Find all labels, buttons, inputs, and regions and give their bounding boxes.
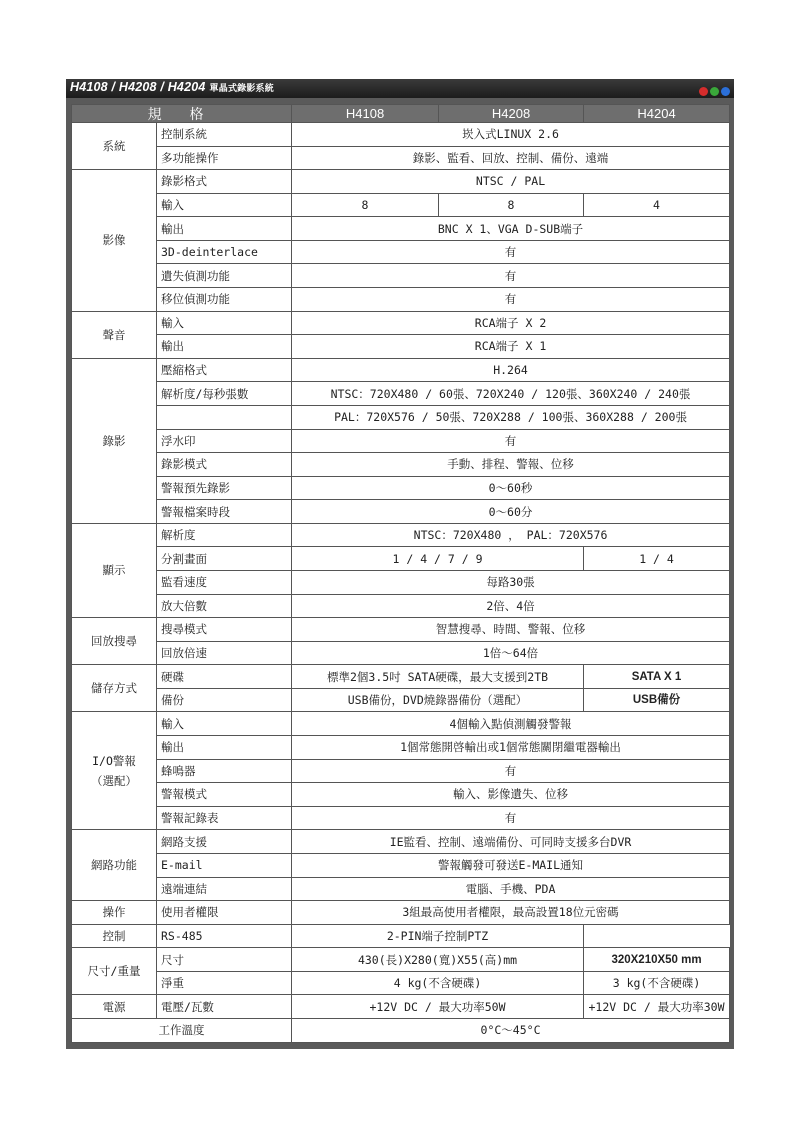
table-row [72, 453, 730, 477]
table-row [72, 853, 730, 877]
row-label: 輸出 [157, 335, 292, 359]
row-value: BNC X 1、VGA D-SUB端子 [292, 217, 730, 241]
h4108-h4208-value: 430(長)X280(寬)X55(高)mm [292, 948, 584, 972]
row-label: E-mail [157, 853, 292, 877]
h4204-value: SATA X 1 [584, 665, 730, 689]
table-row [72, 806, 730, 830]
row-label: 尺寸 [157, 948, 292, 972]
window-controls [697, 83, 730, 101]
table-row [72, 170, 730, 194]
maximize-dot-icon[interactable] [721, 87, 730, 96]
row-value: 電腦、手機、PDA [292, 877, 730, 901]
category-temp: 工作溫度 [72, 1018, 292, 1042]
row-label: 遠端連結 [157, 877, 292, 901]
header-spec: 規 格 [72, 105, 292, 123]
category-control: 控制 [72, 924, 157, 948]
row-value: IE監看、控制、遠端備份、可同時支援多台DVR [292, 830, 730, 854]
table-row [72, 547, 730, 571]
row-value: 輸入、影像遺失、位移 [292, 783, 730, 807]
row-value: 2倍、4倍 [292, 594, 730, 618]
row-label: 電壓/瓦數 [157, 995, 292, 1019]
row-label: 警報記錄表 [157, 806, 292, 830]
h4108-h4208-value: +12V DC / 最大功率50W [292, 995, 584, 1019]
table-row [72, 688, 730, 712]
table-row [72, 146, 730, 170]
minimize-dot-icon[interactable] [710, 87, 719, 96]
row-value: 0～60秒 [292, 476, 730, 500]
row-label: 蜂鳴器 [157, 759, 292, 783]
header-h4208: H4208 [439, 105, 584, 123]
table-row [72, 335, 730, 359]
h4204-value: 4 [584, 193, 730, 217]
table-row [72, 358, 730, 382]
h4204-value: 3 kg(不含硬碟) [584, 971, 730, 995]
row-label: 監看速度 [157, 570, 292, 594]
category-operation: 操作 [72, 901, 157, 925]
row-label: 網路支援 [157, 830, 292, 854]
table-row [72, 712, 730, 736]
row-value: 錄影、監看、回放、控制、備份、遠端 [292, 146, 730, 170]
table-row [72, 570, 730, 594]
spec-table [71, 104, 730, 1043]
table-row [72, 500, 730, 524]
category-audio: 聲音 [72, 311, 157, 358]
row-value: 有 [292, 759, 730, 783]
row-label: RS-485 [157, 924, 292, 948]
row-label: 壓縮格式 [157, 358, 292, 382]
table-row [72, 759, 730, 783]
row-value: 崁入式LINUX 2.6 [292, 123, 730, 147]
row-label: 輸入 [157, 193, 292, 217]
table-row [72, 1018, 730, 1042]
category-storage: 儲存方式 [72, 665, 157, 712]
row-value: H.264 [292, 358, 730, 382]
row-value: 有 [292, 264, 730, 288]
table-row [72, 288, 730, 312]
table-row [72, 783, 730, 807]
row-label: 輸入 [157, 311, 292, 335]
row-value: 手動、排程、警報、位移 [292, 453, 730, 477]
header-h4108: H4108 [292, 105, 439, 123]
table-row [72, 618, 730, 642]
table-row [72, 264, 730, 288]
row-value: NTSC / PAL [292, 170, 730, 194]
row-label: 放大倍數 [157, 594, 292, 618]
category-io-line1: I/O警報 [92, 753, 136, 768]
close-dot-icon[interactable] [699, 87, 708, 96]
category-power: 電源 [72, 995, 157, 1019]
table-row [72, 382, 730, 406]
row-label: 輸出 [157, 217, 292, 241]
row-value: 0°C～45°C [292, 1018, 730, 1042]
table-row [72, 924, 730, 948]
row-label: 錄影模式 [157, 453, 292, 477]
row-label: 警報預先錄影 [157, 476, 292, 500]
category-io [72, 712, 157, 830]
table-row [72, 429, 730, 453]
row-value: 4個輸入點偵測觸發警報 [292, 712, 730, 736]
table-row [72, 217, 730, 241]
h4108-h4208-value: 1 / 4 / 7 / 9 [292, 547, 584, 571]
row-value: 警報觸發可發送E-MAIL通知 [292, 853, 730, 877]
window-subtitle: 單晶式錄影系統 [209, 83, 274, 93]
row-value: 每路30張 [292, 570, 730, 594]
window-titlebar [66, 79, 734, 98]
row-label: 搜尋模式 [157, 618, 292, 642]
row-label: 移位偵測功能 [157, 288, 292, 312]
h4208-value: 8 [439, 193, 584, 217]
row-label: 備份 [157, 688, 292, 712]
row-label: 解析度 [157, 523, 292, 547]
row-label: 淨重 [157, 971, 292, 995]
h4108-h4208-value: 4 kg(不含硬碟) [292, 971, 584, 995]
row-value: 0～60分 [292, 500, 730, 524]
table-row [72, 311, 730, 335]
row-label: 解析度/每秒張數 [157, 382, 292, 406]
window-title: H4108 / H4208 / H4204 [70, 80, 206, 94]
table-row [72, 641, 730, 665]
header-row [72, 105, 730, 123]
h4108-h4208-value: 標準2個3.5吋 SATA硬碟，最大支援到2TB [292, 665, 584, 689]
table-row [72, 523, 730, 547]
table-row [72, 877, 730, 901]
row-value: 3組最高使用者權限，最高設置18位元密碼 [292, 901, 730, 925]
category-video: 影像 [72, 170, 157, 311]
row-label: 遺失偵測功能 [157, 264, 292, 288]
table-row [72, 995, 730, 1019]
category-display: 顯示 [72, 523, 157, 617]
table-row [72, 405, 730, 429]
category-playback: 回放搜尋 [72, 618, 157, 665]
row-value: 有 [292, 429, 730, 453]
category-network: 網路功能 [72, 830, 157, 901]
row-label: 3D-deinterlace [157, 240, 292, 264]
row-label: 硬碟 [157, 665, 292, 689]
h4204-value: 320X210X50 mm [584, 948, 730, 972]
table-row [72, 948, 730, 972]
table-row [72, 736, 730, 760]
header-h4204: H4204 [584, 105, 730, 123]
h4204-value: USB備份 [584, 688, 730, 712]
row-label: 回放倍速 [157, 641, 292, 665]
h4108-h4208-value: USB備份，DVD燒錄器備份（選配） [292, 688, 584, 712]
table-row [72, 123, 730, 147]
row-value: 智慧搜尋、時間、警報、位移 [292, 618, 730, 642]
empty-cell [584, 924, 730, 948]
table-row [72, 476, 730, 500]
row-value: 有 [292, 240, 730, 264]
row-value-pal: PAL：720X576 / 50張、720X288 / 100張、360X288 / 200張 [292, 405, 730, 429]
row-label-empty [157, 405, 292, 429]
row-value: 1倍～64倍 [292, 641, 730, 665]
category-record: 錄影 [72, 358, 157, 523]
category-system: 系統 [72, 123, 157, 170]
row-label: 多功能操作 [157, 146, 292, 170]
category-size: 尺寸/重量 [72, 948, 157, 995]
h4108-value: 8 [292, 193, 439, 217]
row-value: 有 [292, 806, 730, 830]
row-value: 1個常態開啓輸出或1個常態關閉繼電器輸出 [292, 736, 730, 760]
table-row [72, 901, 730, 925]
row-value: NTSC：720X480 ， PAL：720X576 [292, 523, 730, 547]
row-label: 警報模式 [157, 783, 292, 807]
row-label: 警報檔案時段 [157, 500, 292, 524]
row-label: 浮水印 [157, 429, 292, 453]
row-label: 錄影格式 [157, 170, 292, 194]
row-label: 控制系統 [157, 123, 292, 147]
table-row [72, 594, 730, 618]
row-label: 分割畫面 [157, 547, 292, 571]
h4204-value: 1 / 4 [584, 547, 730, 571]
table-row [72, 665, 730, 689]
row-value: RCA端子 X 2 [292, 311, 730, 335]
row-value-ntsc: NTSC：720X480 / 60張、720X240 / 120張、360X240 / 240張 [292, 382, 730, 406]
row-label: 輸入 [157, 712, 292, 736]
row-value: 有 [292, 288, 730, 312]
table-row [72, 971, 730, 995]
row-label: 使用者權限 [157, 901, 292, 925]
row-label: 輸出 [157, 736, 292, 760]
h4204-value: +12V DC / 最大功率30W [584, 995, 730, 1019]
row-value: RCA端子 X 1 [292, 335, 730, 359]
table-row [72, 193, 730, 217]
table-row [72, 240, 730, 264]
category-io-line2: （選配） [91, 773, 137, 788]
table-row [72, 830, 730, 854]
row-value: 2-PIN端子控制PTZ [292, 924, 584, 948]
